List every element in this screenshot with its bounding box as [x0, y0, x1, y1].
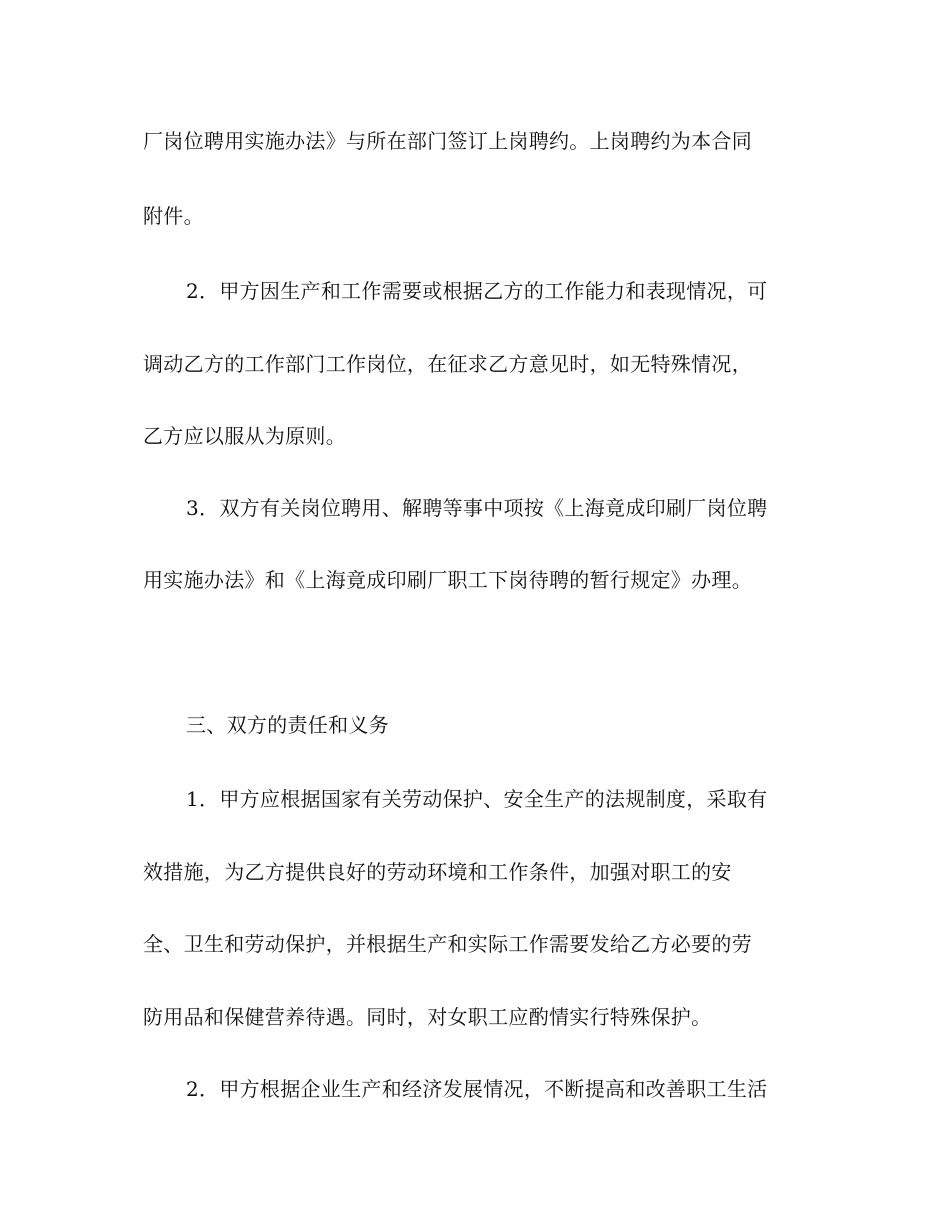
paragraph-line: 附件。 — [143, 204, 204, 228]
paragraph-line: 厂岗位聘用实施办法》与所在部门签订上岗聘约。上岗聘约为本合同 — [143, 129, 752, 153]
paragraph-line: 效措施，为乙方提供良好的劳动环境和工作条件，加强对职工的安 — [143, 860, 732, 884]
paragraph-line: 3．双方有关岗位聘用、解聘等事中项按《上海竟成印刷厂岗位聘 — [186, 496, 768, 520]
paragraph-line: 2．甲方根据企业生产和经济发展情况，不断提高和改善职工生活 — [186, 1077, 768, 1101]
paragraph-line: 乙方应以服从为原则。 — [143, 424, 346, 448]
section-heading: 三、双方的责任和义务 — [186, 713, 389, 737]
paragraph-line: 调动乙方的工作部门工作岗位，在征求乙方意见时，如无特殊情况， — [143, 352, 752, 376]
paragraph-line: 2．甲方因生产和工作需要或根据乙方的工作能力和表现情况，可 — [186, 279, 768, 303]
paragraph-line: 全、卫生和劳动保护，并根据生产和实际工作需要发给乙方必要的劳 — [143, 932, 752, 956]
paragraph-line: 防用品和保健营养待遇。同时，对女职工应酌情实行特殊保护。 — [143, 1005, 712, 1029]
paragraph-line: 1．甲方应根据国家有关劳动保护、安全生产的法规制度，采取有 — [186, 787, 768, 811]
paragraph-line: 用实施办法》和《上海竟成印刷厂职工下岗待聘的暂行规定》办理。 — [143, 568, 752, 592]
